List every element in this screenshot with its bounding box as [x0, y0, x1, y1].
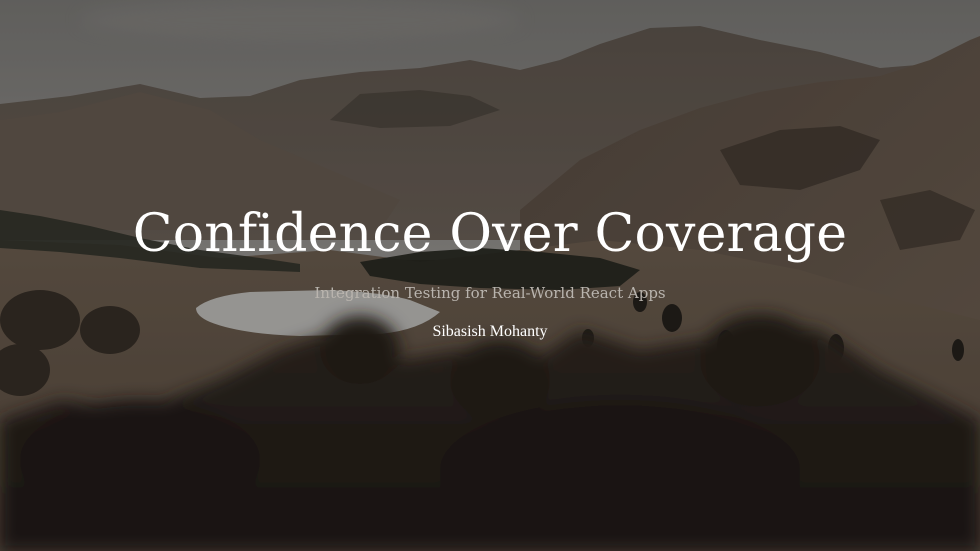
- slide-subtitle: Integration Testing for Real-World React Apps: [314, 284, 666, 302]
- author-name: Sibasish Mohanty: [432, 323, 548, 340]
- slide-title: Confidence Over Coverage: [132, 204, 848, 264]
